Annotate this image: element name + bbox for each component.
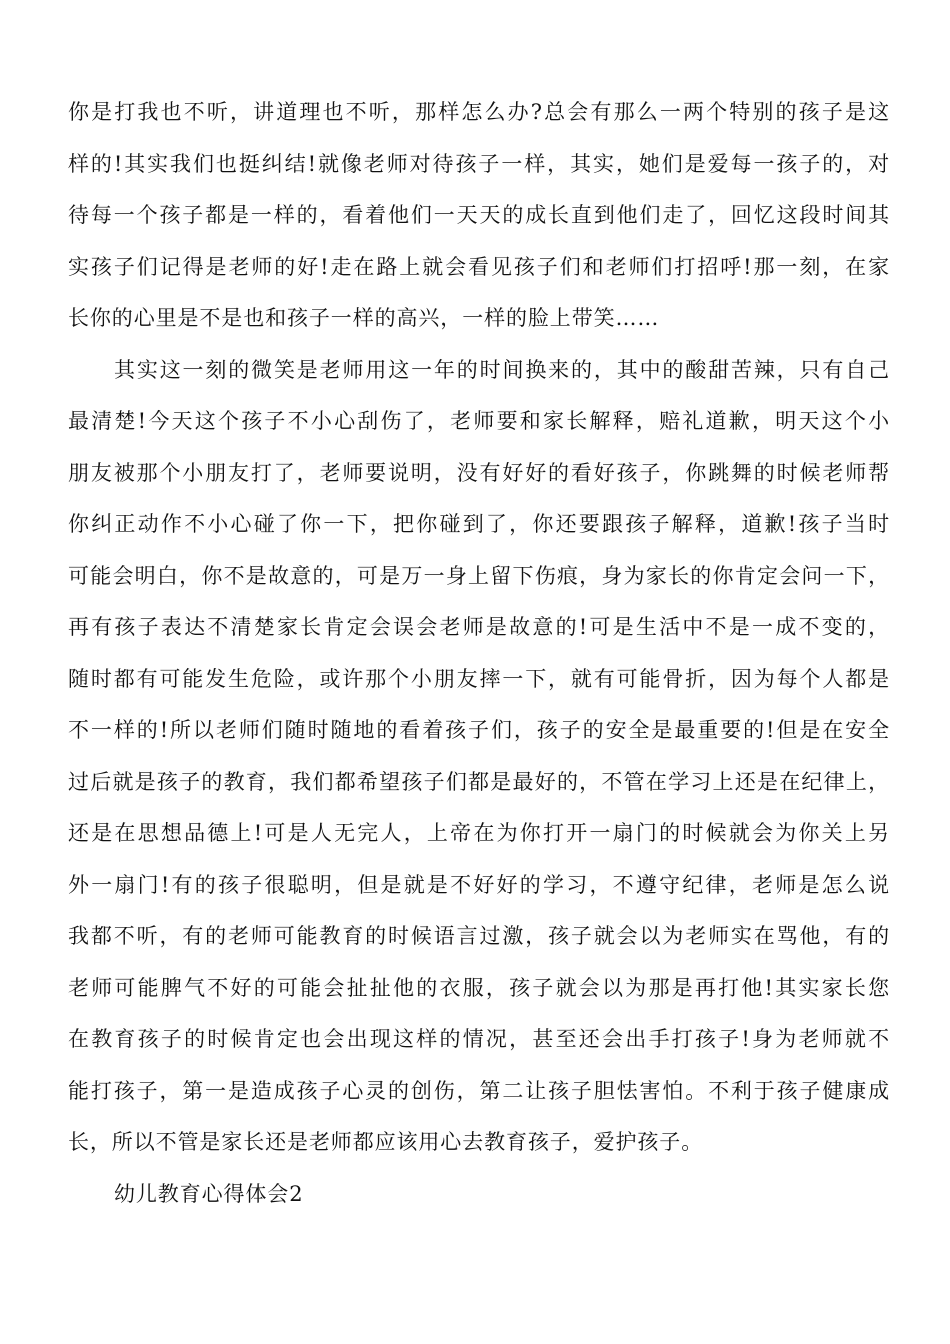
text-line: 过后就是孩子的教育，我们都希望孩子们都是最好的，不管在学习上还是在纪律上， (68, 769, 890, 794)
text-line: 在教育孩子的时候肯定也会出现这样的情况，甚至还会出手打孩子!身为老师就不 (68, 1027, 890, 1051)
paragraph-2 (68, 345, 890, 1169)
text-line: 外一扇门!有的孩子很聪明，但是就是不好好的学习，不遵守纪律，老师是怎么说 (68, 872, 890, 897)
text-line: 不一样的!所以老师们随时随地的看着孩子们，孩子的安全是最重要的!但是在安全 (68, 718, 890, 742)
text-line: 朋友被那个小朋友打了，老师要说明，没有好好的看好孩子，你跳舞的时候老师帮 (68, 460, 890, 485)
section-heading (68, 1169, 890, 1221)
text-line: 你是打我也不听，讲道理也不听，那样怎么办?总会有那么一两个特别的孩子是这 (68, 100, 890, 124)
text-line: 你纠正动作不小心碰了你一下，把你碰到了，你还要跟孩子解释，道歉!孩子当时 (68, 512, 890, 536)
text-line: 实孩子们记得是老师的好!走在路上就会看见孩子们和老师们打招呼!那一刻，在家 (68, 254, 890, 279)
text-line: 还是在思想品德上!可是人无完人，上帝在为你打开一扇门的时候就会为你关上另 (68, 821, 890, 845)
heading-text: 幼儿教育心得体会2 (114, 1181, 304, 1206)
text-line: 样的!其实我们也挺纠结!就像老师对待孩子一样，其实，她们是爱每一孩子的，对 (68, 151, 890, 176)
text-line: 能打孩子，第一是造成孩子心灵的创伤，第二让孩子胆怯害怕。不利于孩子健康成 (68, 1078, 890, 1103)
paragraph-1 (68, 87, 890, 345)
text-line: 长，所以不管是家长还是老师都应该用心去教育孩子，爱护孩子。 (68, 1130, 704, 1154)
text-line: 老师可能脾气不好的可能会扯扯他的衣服，孩子就会以为那是再打他!其实家长您 (68, 975, 890, 1000)
text-line: 长你的心里是不是也和孩子一样的高兴，一样的脸上带笑…… (68, 306, 660, 330)
text-line: 再有孩子表达不清楚家长肯定会误会老师是故意的!可是生活中不是一成不变的， (68, 615, 890, 639)
text-line: 随时都有可能发生危险，或许那个小朋友摔一下，就有可能骨折，因为每个人都是 (68, 666, 890, 691)
text-line: 其实这一刻的微笑是老师用这一年的时间换来的，其中的酸甜苦辣，只有自己 (114, 357, 890, 382)
document-page (68, 87, 890, 1220)
text-line: 可能会明白，你不是故意的，可是万一身上留下伤痕，身为家长的你肯定会问一下， (68, 563, 890, 588)
text-line: 待每一个孩子都是一样的，看着他们一天天的成长直到他们走了，回忆这段时间其 (68, 203, 890, 227)
text-line: 最清楚!今天这个孩子不小心刮伤了，老师要和家长解释，赔礼道歉，明天这个小 (68, 409, 890, 433)
text-line: 我都不听，有的老师可能教育的时候语言过激，孩子就会以为老师实在骂他，有的 (68, 924, 890, 948)
